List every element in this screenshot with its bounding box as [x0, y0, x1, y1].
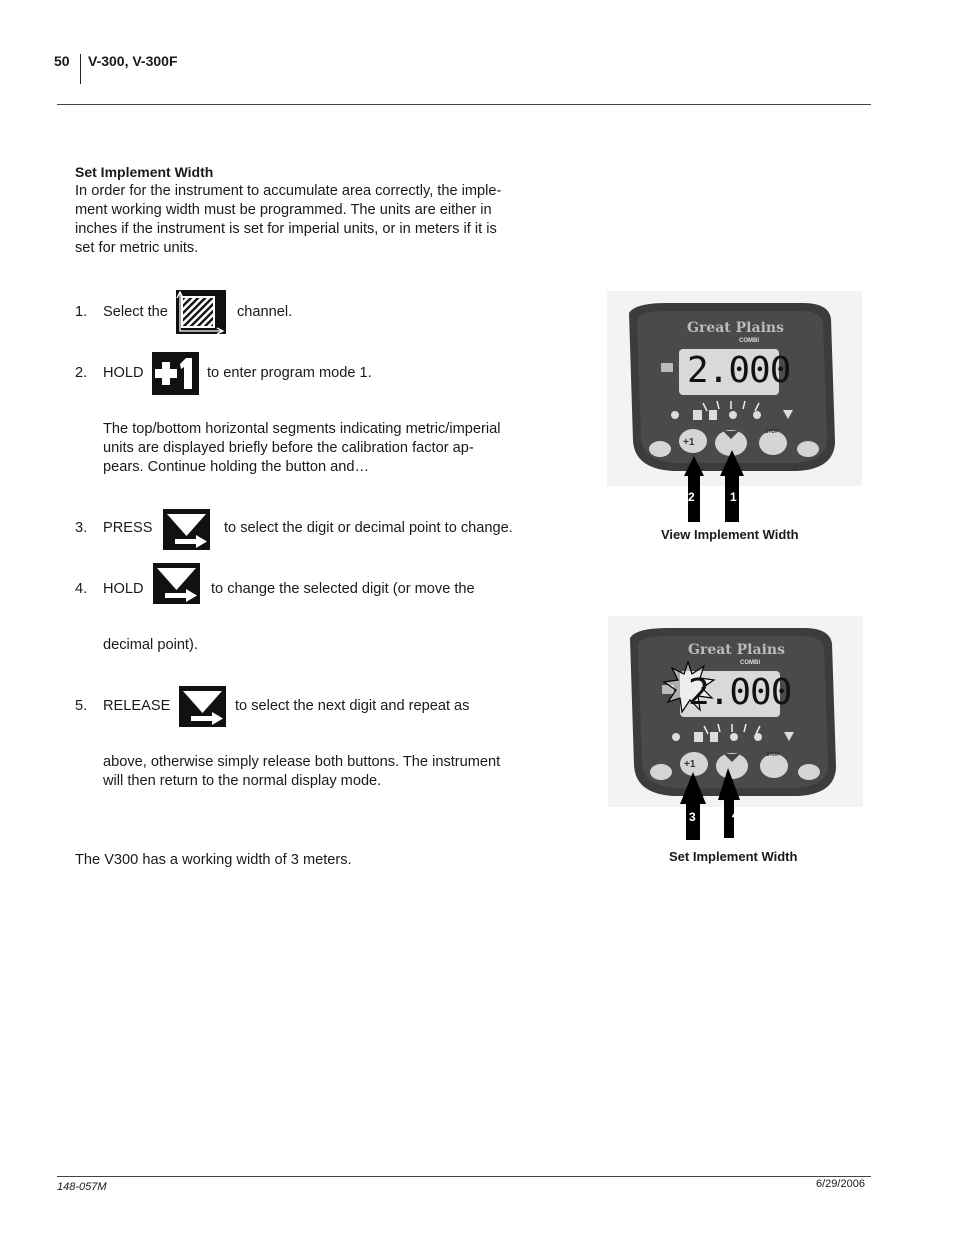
- plus-one-key-label: +1: [684, 759, 696, 770]
- page-number: 50: [54, 53, 70, 69]
- step-2-text-post: to enter program mode 1.: [207, 365, 372, 381]
- step-4-continuation: decimal point).: [103, 637, 198, 653]
- document-title: V-300, V-300F: [88, 53, 178, 69]
- pointer-arrows: [672, 446, 752, 526]
- figure-caption: Set Implement Width: [669, 849, 798, 864]
- step-number: 1.: [75, 304, 88, 320]
- continuation-line: above, otherwise simply release both buttons. The instrument: [103, 754, 501, 770]
- arrow-label: 3: [689, 810, 696, 824]
- console-badge: COMBI: [740, 660, 760, 666]
- step-1-text-post: channel.: [237, 304, 293, 320]
- step-5-continuation: [103, 753, 533, 791]
- pointer-arrows: [672, 764, 752, 844]
- footer-rule: [57, 1176, 871, 1177]
- area-channel-icon: [176, 290, 226, 334]
- console-brand: Great Plains: [687, 320, 784, 336]
- intro-line: inches if the instrument is set for imperial units, or in meters if it is: [75, 221, 497, 237]
- step-5-text-pre: RELEASE: [103, 698, 171, 714]
- arrow-label: 1: [730, 490, 737, 504]
- figure-caption: View Implement Width: [661, 527, 799, 542]
- closing-statement: The V300 has a working width of 3 meters.: [75, 852, 352, 868]
- down-arrow-icon: [163, 509, 210, 550]
- step-number: 4.: [75, 581, 88, 597]
- console-badge: COMBI: [739, 338, 759, 344]
- arrow-label: 2: [688, 490, 695, 504]
- header-rule: [57, 104, 871, 105]
- intro-line: In order for the instrument to accumulate area correctly, the imple-: [75, 183, 502, 199]
- step-4-text-pre: HOLD: [103, 581, 144, 597]
- note-line: pears. Continue holding the button and…: [103, 459, 370, 475]
- plus-one-key-label: +1: [683, 437, 695, 448]
- plus-one-icon: [152, 352, 199, 395]
- down-arrow-icon: [179, 686, 226, 727]
- step-number: 5.: [75, 698, 88, 714]
- console-brand: Great Plains: [688, 642, 785, 658]
- step-2-text-pre: HOLD: [103, 365, 144, 381]
- intro-line: set for metric units.: [75, 240, 199, 256]
- lcd-display: 2.000: [688, 672, 792, 713]
- intro-line: ment working width must be programmed. The units are either in: [75, 202, 492, 218]
- continuation-line: will then return to the normal display mode.: [103, 773, 382, 789]
- down-arrow-icon: [153, 563, 200, 604]
- document-number: 148-057M: [57, 1181, 107, 1193]
- note-line: units are displayed briefly before the calibration factor ap-: [103, 440, 474, 456]
- step-1-text-pre: Select the: [103, 304, 168, 320]
- stop-key-label: STOP: [766, 752, 780, 758]
- step-number: 2.: [75, 365, 88, 381]
- lcd-display: 2.000: [687, 350, 791, 391]
- step-4-text-post: to change the selected digit (or move the: [211, 581, 475, 597]
- stop-key-label: STOP: [765, 429, 779, 435]
- publication-date: 6/29/2006: [816, 1178, 865, 1190]
- header-divider: [80, 54, 81, 84]
- intro-paragraph: [75, 182, 525, 258]
- step-3-text-pre: PRESS: [103, 520, 153, 536]
- step-3-text-post: to select the digit or decimal point to change.: [224, 520, 513, 536]
- step-2-note: [103, 420, 533, 477]
- note-line: The top/bottom horizontal segments indicating metric/imperial: [103, 421, 501, 437]
- section-heading: Set Implement Width: [75, 164, 214, 180]
- step-number: 3.: [75, 520, 88, 536]
- arrow-label: 4: [732, 808, 739, 822]
- step-5-text-post: to select the next digit and repeat as: [235, 698, 470, 714]
